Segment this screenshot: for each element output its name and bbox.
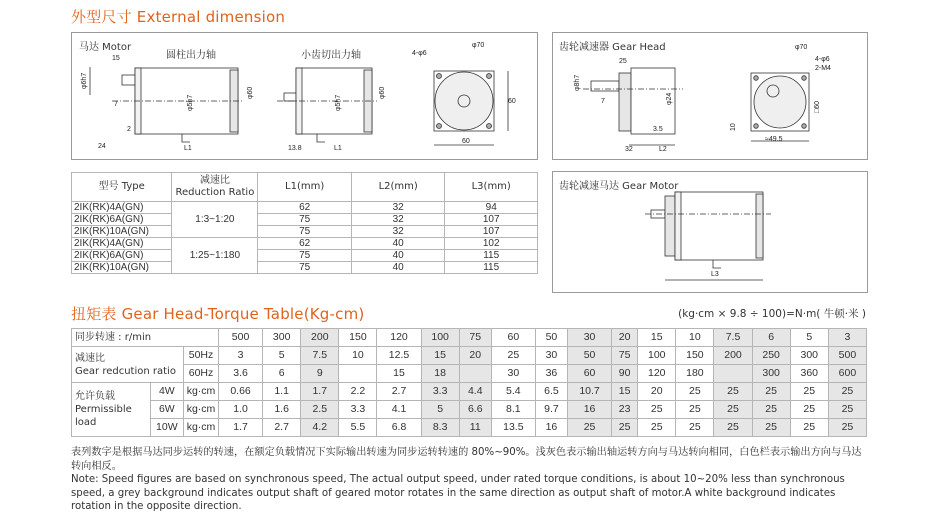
gear-head-drawing-box: [552, 32, 868, 160]
ratio-50-cell: 10: [339, 347, 377, 365]
torque-cell: 6.8: [377, 419, 421, 437]
model-cell: 2IK(RK)4A(GN): [72, 238, 172, 250]
torque-cell: 25: [752, 401, 790, 419]
torque-cell: 20: [638, 383, 676, 401]
torque-cell: 25: [568, 419, 612, 437]
torque-cell: 25: [638, 419, 676, 437]
gear-head-drawing: [553, 33, 869, 161]
ratio-60-cell: 9: [301, 365, 339, 383]
ratio-50-cell: 250: [752, 347, 790, 365]
dim-49-5: ≈49.5: [765, 136, 783, 143]
speed-row: [72, 329, 867, 347]
ratio-50-cell: 100: [638, 347, 676, 365]
l3-cell: 115: [445, 262, 538, 274]
load-label-load_cn: 允许负载: [75, 391, 115, 402]
torque-cell: 2.7: [263, 419, 301, 437]
l1-cell: 75: [258, 214, 352, 226]
dim-3-5: 3.5: [653, 126, 663, 133]
motor-drawing: [72, 33, 539, 161]
motor-label: 马达 Motor: [79, 42, 132, 53]
unit-cell: kg·cm: [184, 401, 219, 419]
ratio-50-cell: 25: [491, 347, 535, 365]
hz60-label: 60Hz: [184, 365, 219, 383]
ratio-50-cell: 300: [790, 347, 828, 365]
ratio-50-cell: 75: [612, 347, 638, 365]
note-english: Note: Speed figures are based on synchronous speed, The actual output speed, under rated torque conditions, is about 10~20% less than synchronous speed, a grey background indicates output shaft of geared motor rotates in the same direction as output shaft of motor.A white background indicates rotation in the opposite direction.: [71, 474, 845, 512]
torque-cell: 16: [535, 419, 567, 437]
load-label-load_en1: Permissible: [75, 404, 132, 415]
speed-cell: 500: [219, 329, 263, 347]
dim-15: 15: [112, 55, 120, 62]
speed-cell: 120: [377, 329, 421, 347]
unit-cell: kg·cm: [184, 419, 219, 437]
motor-drawing-box: [71, 32, 538, 160]
l3-cell: 94: [445, 202, 538, 214]
ratio-60-cell: 60: [568, 365, 612, 383]
torque-cell: 25: [714, 383, 752, 401]
dim-32: 32: [625, 146, 633, 153]
l1-cell: 75: [258, 226, 352, 238]
torque-cell: 25: [752, 419, 790, 437]
ratio-60hz-row: [72, 365, 867, 383]
note-chinese: 表列数字是根据马达同步运转的转速，在额定负载情况下实际输出转速为同步运转转速的 80%~90%。浅灰色表示输出轴运转方向与马达转向相同，白色栏表示输出方向与马达转向相反。: [71, 447, 862, 472]
model-cell: 2IK(RK)6A(GN): [72, 250, 172, 262]
torque-cell: 25: [676, 401, 714, 419]
l3-cell: 107: [445, 214, 538, 226]
dim-60-bottom: 60: [462, 138, 470, 145]
l3-cell: 107: [445, 226, 538, 238]
torque-cell: 25: [638, 401, 676, 419]
dim-60e: φ60: [379, 86, 386, 99]
round-shaft-label: 圆柱出力轴: [166, 50, 216, 61]
l2-cell: 40: [351, 250, 445, 262]
header-ratio-en: Reduction Ratio: [175, 187, 255, 198]
torque-cell: 3.3: [339, 401, 377, 419]
unit-conversion-note: (kg·cm × 9.8 ÷ 100)=N·m( 牛顿·米 ): [678, 308, 866, 320]
dim-10: 10: [730, 123, 737, 131]
ratio-60-cell: 36: [535, 365, 567, 383]
dim-l1b: L1: [334, 145, 342, 152]
motor-front-view: [434, 71, 508, 145]
ratio-50-cell: 500: [828, 347, 866, 365]
ratio-60-cell: 6: [263, 365, 301, 383]
torque-cell: 25: [828, 383, 866, 401]
gear-head-front-view: [751, 73, 809, 141]
ratio-60-cell: [714, 365, 752, 383]
pinion-shaft-motor-view: [277, 68, 377, 142]
torque-cell: 25: [676, 383, 714, 401]
ratio-50hz-row: [72, 347, 867, 365]
dim-7: 7: [114, 101, 118, 108]
ratio-60-cell: 600: [828, 365, 866, 383]
speed-cell: 3: [828, 329, 866, 347]
unit-cell: kg·cm: [184, 383, 219, 401]
gear-motor-side-view: [645, 192, 771, 280]
header-l2: L2(mm): [351, 173, 445, 202]
speed-cell: 60: [491, 329, 535, 347]
hz50-label: 50Hz: [184, 347, 219, 365]
torque-cell: 13.5: [491, 419, 535, 437]
ratio-50-cell: 15: [421, 347, 459, 365]
l2-cell: 32: [351, 214, 445, 226]
model-table-header: [72, 173, 538, 202]
speed-cell: 15: [638, 329, 676, 347]
load-row: [72, 383, 867, 401]
dim-hole-gear: 4-φ6: [815, 56, 830, 63]
power-cell: 10W: [150, 419, 183, 437]
dim-8h7: φ8h7: [574, 74, 581, 91]
speed-cell: 200: [301, 329, 339, 347]
dim-l1: L1: [184, 145, 192, 152]
ratio-label-en: Gear redcution ratio: [75, 365, 176, 377]
header-model: 型号 Type: [72, 173, 172, 202]
ratio-50-cell: 200: [714, 347, 752, 365]
torque-cell: 25: [676, 419, 714, 437]
gear-head-label: 齿轮减速器 Gear Head: [559, 42, 666, 53]
dim-2: 2: [127, 126, 131, 133]
model-dimension-table: [71, 172, 538, 274]
speed-cell: 50: [535, 329, 567, 347]
ratio-60-cell: 300: [752, 365, 790, 383]
dim-24: 24: [98, 143, 106, 150]
load-label: [72, 383, 151, 437]
speed-cell: 75: [459, 329, 491, 347]
torque-cell: 1.0: [219, 401, 263, 419]
table-row: [72, 262, 538, 274]
model-cell: 2IK(RK)6A(GN): [72, 214, 172, 226]
torque-cell: 1.1: [263, 383, 301, 401]
table-row: [72, 250, 538, 262]
header-l3: L3(mm): [445, 173, 538, 202]
ratio-50-cell: 7.5: [301, 347, 339, 365]
load-label-load_en2: load: [75, 417, 97, 428]
ratio-60-cell: 30: [491, 365, 535, 383]
torque-cell: 2.2: [339, 383, 377, 401]
speed-cell: 30: [568, 329, 612, 347]
l2-cell: 40: [351, 262, 445, 274]
header-ratio-cn: 减速比: [199, 175, 230, 186]
speed-cell: 7.5: [714, 329, 752, 347]
ratio-50-cell: 30: [535, 347, 567, 365]
ratio-50-cell: 50: [568, 347, 612, 365]
ratio-60-cell: 3.6: [219, 365, 263, 383]
pinion-shaft-label: 小齿切出力轴: [301, 50, 361, 61]
ratio-group-2: 1:25~1:180: [172, 238, 258, 274]
l1-cell: 75: [258, 250, 352, 262]
dim-shaft-dia2: φ5h7: [187, 94, 194, 111]
gear-motor-label: 齿轮减速马达 Gear Motor: [559, 181, 679, 192]
gear-motor-drawing: [553, 172, 869, 294]
torque-cell: 4.2: [301, 419, 339, 437]
l2-cell: 32: [351, 202, 445, 214]
external-dimension-title: 外型尺寸 External dimension: [71, 8, 286, 26]
dim-25: 25: [619, 58, 627, 65]
ratio-60-cell: 180: [676, 365, 714, 383]
ratio-50-cell: 5: [263, 347, 301, 365]
power-cell: 4W: [150, 383, 183, 401]
ratio-50-cell: 3: [219, 347, 263, 365]
dim-hole: 4-φ6: [412, 50, 427, 57]
torque-cell: 2.7: [377, 383, 421, 401]
gear-motor-drawing-box: [552, 171, 868, 293]
torque-cell: 4.4: [459, 383, 491, 401]
ratio-60-cell: 18: [421, 365, 459, 383]
speed-cell: 5: [790, 329, 828, 347]
torque-cell: 4.1: [377, 401, 421, 419]
ratio-60-cell: 360: [790, 365, 828, 383]
speed-cell: 100: [421, 329, 459, 347]
load-row: [72, 419, 867, 437]
model-cell: 2IK(RK)4A(GN): [72, 202, 172, 214]
torque-cell: 0.66: [219, 383, 263, 401]
torque-cell: 1.6: [263, 401, 301, 419]
torque-cell: 25: [612, 419, 638, 437]
model-cell: 2IK(RK)10A(GN): [72, 226, 172, 238]
torque-cell: 1.7: [219, 419, 263, 437]
ratio-60-cell: 90: [612, 365, 638, 383]
torque-cell: 25: [752, 383, 790, 401]
ratio-60-cell: [459, 365, 491, 383]
torque-cell: 8.3: [421, 419, 459, 437]
gear-head-side-view: [583, 68, 683, 145]
torque-cell: 25: [714, 401, 752, 419]
dim-70-gear: φ70: [795, 44, 808, 51]
ratio-50-cell: 20: [459, 347, 491, 365]
torque-cell: 5.5: [339, 419, 377, 437]
dim-24-gear: φ24: [666, 92, 673, 105]
torque-cell: 6.6: [459, 401, 491, 419]
header-l1: L1(mm): [258, 173, 352, 202]
dim-shaft-dia: φ6h7: [81, 72, 88, 89]
load-row: [72, 401, 867, 419]
torque-cell: 6.5: [535, 383, 567, 401]
ratio-group-1: 1:3~1:20: [172, 202, 258, 238]
l3-cell: 115: [445, 250, 538, 262]
dim-l2: L2: [659, 146, 667, 153]
torque-cell: 5: [421, 401, 459, 419]
torque-cell: 5.4: [491, 383, 535, 401]
speed-cell: 20: [612, 329, 638, 347]
torque-table-title: 扭矩表 Gear Head-Torque Table(Kg-cm): [71, 305, 365, 323]
l1-cell: 62: [258, 202, 352, 214]
torque-cell: 23: [612, 401, 638, 419]
ratio-label: [72, 347, 184, 383]
torque-table: [71, 328, 867, 437]
dim-60a: φ60: [247, 86, 254, 99]
torque-cell: 25: [790, 401, 828, 419]
torque-cell: 10.7: [568, 383, 612, 401]
torque-cell: 8.1: [491, 401, 535, 419]
dim-60-side: 60: [508, 98, 516, 105]
torque-cell: 25: [790, 419, 828, 437]
ratio-60-cell: [339, 365, 377, 383]
speed-cell: 10: [676, 329, 714, 347]
dim-13-8: 13.8: [288, 145, 302, 152]
dim-m4: 2-M4: [815, 65, 831, 72]
dim-70: φ70: [472, 42, 485, 49]
model-cell: 2IK(RK)10A(GN): [72, 262, 172, 274]
power-cell: 6W: [150, 401, 183, 419]
table-row: [72, 202, 538, 214]
l1-cell: 75: [258, 262, 352, 274]
torque-cell: 25: [828, 401, 866, 419]
l2-cell: 40: [351, 238, 445, 250]
header-ratio: [172, 173, 258, 202]
ratio-50-cell: 150: [676, 347, 714, 365]
dim-l3: L3: [711, 271, 719, 278]
l3-cell: 102: [445, 238, 538, 250]
torque-cell: 1.7: [301, 383, 339, 401]
torque-cell: 25: [790, 383, 828, 401]
speed-cell: 6: [752, 329, 790, 347]
ratio-label-cn: 减速比: [75, 352, 105, 364]
torque-cell: 2.5: [301, 401, 339, 419]
table-row: [72, 226, 538, 238]
speed-cell: 150: [339, 329, 377, 347]
dim-60-gear: □60: [814, 100, 821, 113]
torque-cell: 11: [459, 419, 491, 437]
dim-shaft-dia3: φ5h7: [335, 94, 342, 111]
ratio-60-cell: 15: [377, 365, 421, 383]
round-shaft-motor-view: [90, 67, 242, 142]
torque-cell: 25: [714, 419, 752, 437]
speed-cell: 300: [263, 329, 301, 347]
l1-cell: 62: [258, 238, 352, 250]
torque-cell: 25: [828, 419, 866, 437]
torque-cell: 15: [612, 383, 638, 401]
torque-cell: 3.3: [421, 383, 459, 401]
ratio-60-cell: 120: [638, 365, 676, 383]
torque-cell: 16: [568, 401, 612, 419]
dim-7-gear: 7: [601, 98, 605, 105]
l2-cell: 32: [351, 226, 445, 238]
speed-label: 同步转速 : r/min: [72, 329, 219, 347]
torque-cell: 9.7: [535, 401, 567, 419]
table-row: [72, 238, 538, 250]
ratio-50-cell: 12.5: [377, 347, 421, 365]
table-row: [72, 214, 538, 226]
